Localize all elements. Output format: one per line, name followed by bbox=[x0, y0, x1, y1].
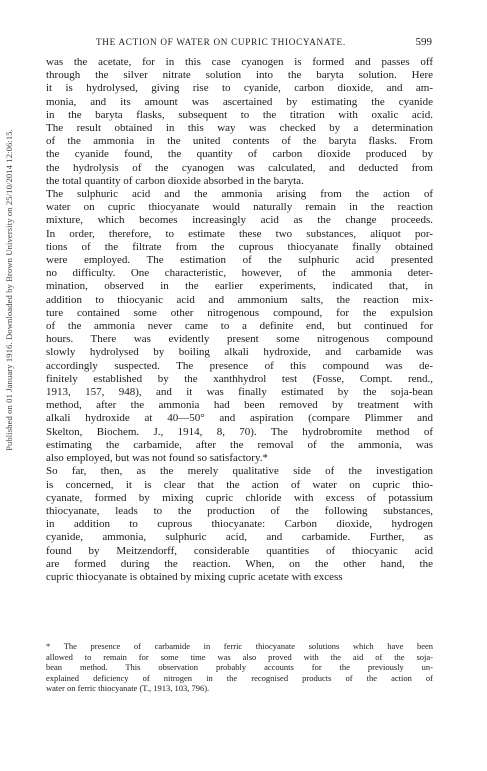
text-line: tions of the filtrate from the cuprous thiocyanate finally obtained bbox=[46, 240, 433, 253]
text-line: cupric thiocyanate is obtained by mixing cupric acetate with excess bbox=[46, 570, 343, 583]
watermark-text: Published on 01 January 1916. Downloaded by Brown University on 25/10/2014 12:06:15. bbox=[4, 129, 14, 451]
text-line: the hydrolysis of the cyanogen was calculated, and deducted from bbox=[46, 161, 433, 174]
text-line: is concerned, it is clear that the action of water on cupric thio- bbox=[46, 478, 433, 491]
text-line: estimating the carbamide, after the removal of the ammonia, was bbox=[46, 438, 433, 451]
running-header bbox=[96, 36, 432, 48]
text-line: of the ammonia in the united contents of the baryta flasks. From bbox=[46, 135, 433, 148]
text-line: monia, and its amount was ascertained by estimating the cyanide bbox=[46, 95, 433, 108]
text-line: alkali hydroxide at 40—50° and aspiration (compare Plimmer and bbox=[46, 412, 433, 425]
text-line: ture contained some other nitrogenous compound, for the expulsion bbox=[46, 306, 433, 319]
text-line: also employed, but was not found so satisfactory.* bbox=[46, 452, 268, 465]
text-line: In order, therefore, to estimate these two substances, aliquot por- bbox=[46, 227, 433, 240]
text-line: in addition to cuprous thiocyanate: Carbon dioxide, hydrogen bbox=[46, 518, 433, 531]
text-line: cyanate, formed by mixing cupric chloride with excess of potassium bbox=[46, 491, 433, 504]
text-line: water on ferric thiocyanate (T., 1913, 103, 796). bbox=[46, 683, 210, 694]
text-line: bean method. This observation probably accounts for the previously un- bbox=[46, 662, 433, 673]
page-number: 599 bbox=[415, 36, 432, 48]
text-line: Skelton, Biochem. J., 1914, 8, 70). The hydrobromite method of bbox=[46, 425, 433, 438]
text-line: * The presence of carbamide in ferric thiocyanate solutions which have been bbox=[46, 641, 433, 651]
text-line: allowed to remain for some time was also proved with the aid of the soja- bbox=[46, 651, 433, 662]
text-line: of the ammonia never came to a definite end, but continued for bbox=[46, 320, 433, 333]
text-line: 1913, 157, 948), and it was finally estimated by the soja-bean bbox=[46, 386, 433, 399]
text-line: method, after the ammonia had been removed by treatment with bbox=[46, 399, 433, 412]
text-line: thiocyanate, leads to the production of the following substances, bbox=[46, 504, 433, 517]
text-line: are formed during the reaction. When, on the other hand, the bbox=[46, 557, 433, 570]
text-line: through the silver nitrate solution into the baryta solution. Here bbox=[46, 69, 433, 82]
text-line: slowly hydrolysed by boiling alkali hydroxide, and carbamide was bbox=[46, 346, 433, 359]
text-line: it is hydrolysed, giving rise to cyanide, carbon dioxide, and am- bbox=[46, 82, 433, 95]
text-line: found by Meitzendorff, considerable quantities of thiocyanic acid bbox=[46, 544, 433, 557]
text-line: So far, then, as the merely qualitative side of the investigation bbox=[46, 465, 433, 478]
text-line: no difficulty. One characteristic, however, of the ammonia deter- bbox=[46, 267, 433, 280]
text-line: was the acetate, for in this case cyanogen is formed and passes off bbox=[46, 56, 433, 68]
text-line: hours. There was evidently present some nitrogenous compound bbox=[46, 333, 433, 346]
text-line: water on cupric thiocyanate would naturally remain in the reaction bbox=[46, 201, 433, 214]
text-line: accordingly suspected. The presence of this compound was de- bbox=[46, 359, 433, 372]
text-line: cyanide, ammonia, sulphuric acid, and carbamide. Further, as bbox=[46, 531, 433, 544]
text-line: mixture, which becomes increasingly acid as the change proceeds. bbox=[46, 214, 433, 227]
text-line: in the baryta flasks, subsequent to the titration with oxalic acid. bbox=[46, 108, 433, 121]
text-line: the cyanide found, the quantity of carbon dioxide produced by bbox=[46, 148, 433, 161]
text-line: the total quantity of carbon dioxide absorbed in the baryta. bbox=[46, 174, 304, 187]
running-title: THE ACTION OF WATER ON CUPRIC THIOCYANATE. bbox=[96, 37, 346, 47]
text-line: The result obtained in this way was checked by a determination bbox=[46, 122, 433, 135]
text-line: The sulphuric acid and the ammonia arising from the action of bbox=[46, 188, 433, 201]
text-line: mination, observed in the earlier experiments, indicated that, in bbox=[46, 280, 433, 293]
text-line: explained deficiency of nitrogen in the recognised products of the action of bbox=[46, 672, 433, 683]
text-line: were employed. The estimation of the sulphuric acid presented bbox=[46, 254, 433, 267]
text-line: addition to thiocyanic acid and ammonium salts, the reaction mix- bbox=[46, 293, 433, 306]
footnote bbox=[46, 641, 433, 694]
download-watermark bbox=[2, 60, 16, 520]
main-text bbox=[46, 56, 433, 584]
text-line: finitely established by the xanthhydrol test (Fosse, Compt. rend., bbox=[46, 372, 433, 385]
